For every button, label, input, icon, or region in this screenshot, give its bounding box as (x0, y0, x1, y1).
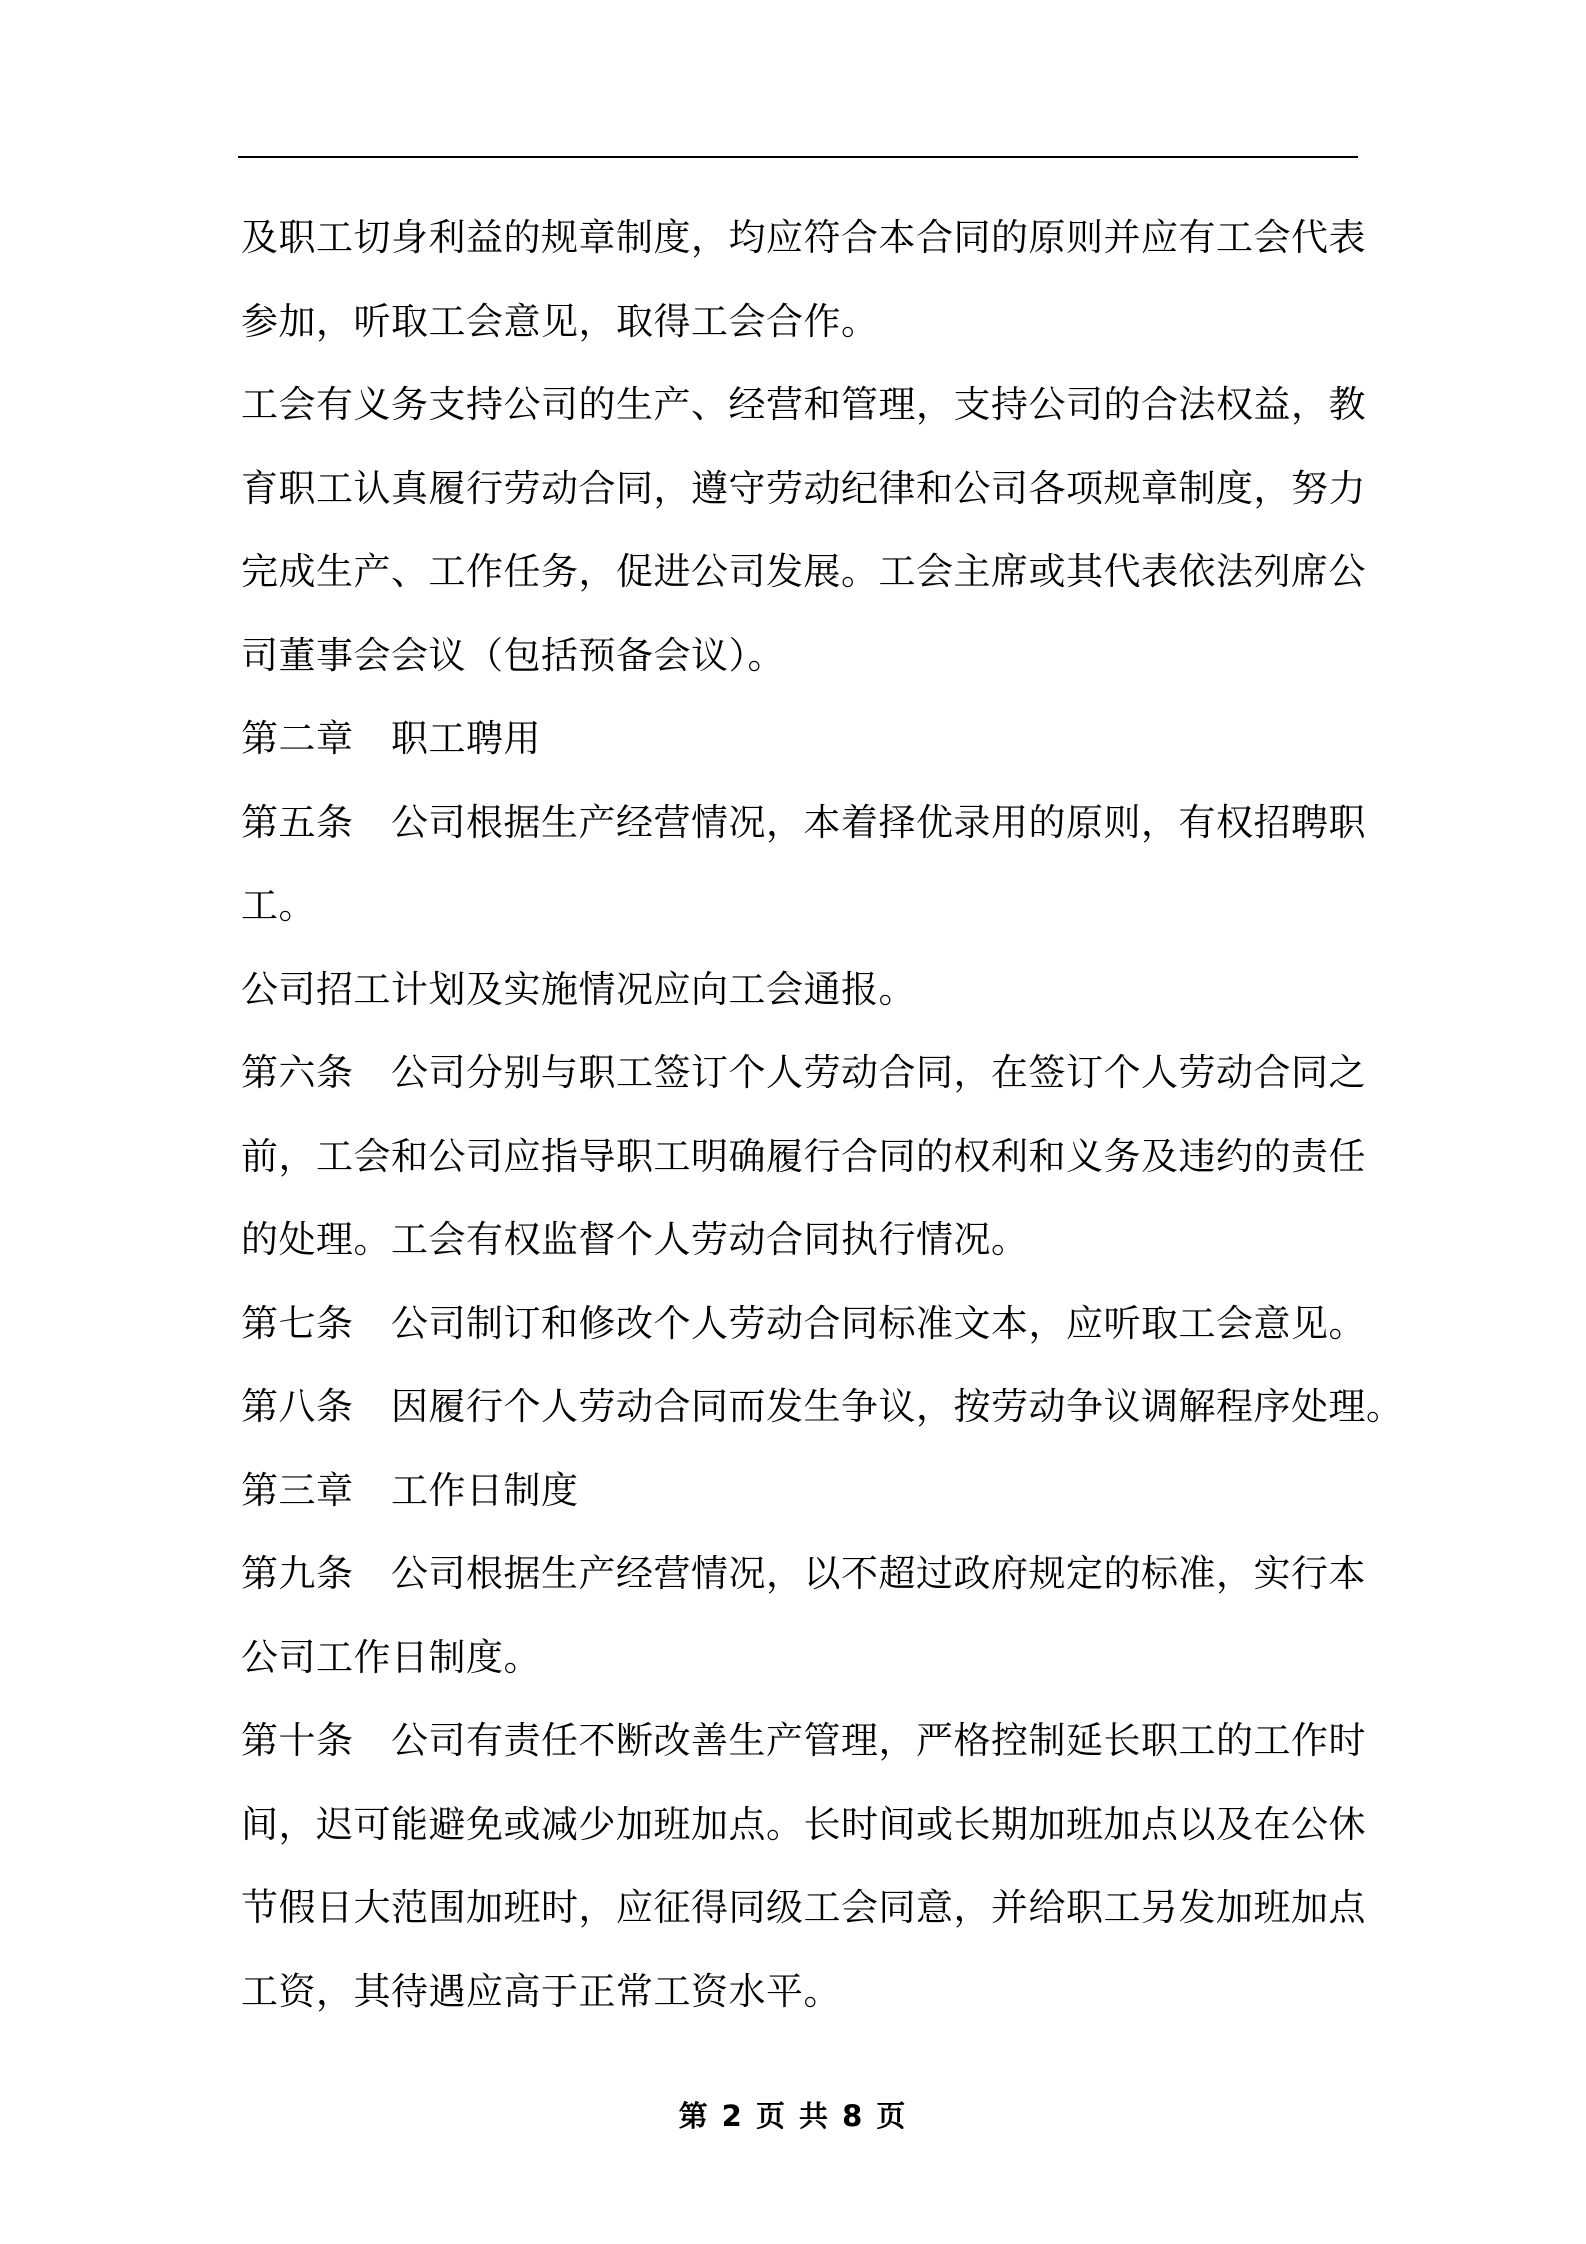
chapter-heading: 第二章 职工聘用 (241, 717, 541, 760)
text-line: 公司工作日制度。 (241, 1635, 541, 1679)
document-body (241, 196, 1404, 2033)
text-line: 第八条 因履行个人劳动合同而发生争议，按劳动争议调解程序处理。 (241, 1385, 1404, 1428)
text-line: 第五条 公司根据生产经营情况，本着择优录用的原则，有权招聘职 (241, 800, 1366, 844)
text-line: 第七条 公司制订和修改个人劳动合同标准文本，应听取工会意见。 (241, 1301, 1366, 1345)
text-line: 公司招工计划及实施情况应向工会通报。 (241, 967, 916, 1011)
text-line: 育职工认真履行劳动合同，遵守劳动纪律和公司各项规章制度，努力 (241, 466, 1366, 510)
text-line: 第九条 公司根据生产经营情况，以不超过政府规定的标准，实行本 (241, 1552, 1366, 1595)
text-line: 工。 (241, 884, 316, 927)
text-line: 工资，其待遇应高于正常工资水平。 (241, 1969, 841, 2013)
chapter-heading: 第三章 工作日制度 (241, 1468, 579, 1512)
text-line: 间，迟可能避免或减少加班加点。长时间或长期加班加点以及在公休 (241, 1802, 1366, 1846)
text-line: 工会有义务支持公司的生产、经营和管理，支持公司的合法权益，教 (241, 383, 1366, 426)
text-line: 的处理。工会有权监督个人劳动合同执行情况。 (241, 1218, 1029, 1261)
text-line: 参加，听取工会意见，取得工会合作。 (241, 299, 879, 343)
text-line: 完成生产、工作任务，促进公司发展。工会主席或其代表依法列席公 (241, 550, 1366, 593)
text-line: 司董事会会议（包括预备会议）。 (241, 633, 785, 677)
text-line: 前，工会和公司应指导职工明确履行合同的权利和义务及违约的责任 (241, 1134, 1366, 1178)
text-line: 及职工切身利益的规章制度，均应符合本合同的原则并应有工会代表 (241, 216, 1366, 259)
page-number-footer: 第 2 页 共 8 页 (678, 2099, 908, 2133)
text-line: 第六条 公司分别与职工签订个人劳动合同，在签订个人劳动合同之 (241, 1051, 1366, 1094)
text-line: 第十条 公司有责任不断改善生产管理，严格控制延长职工的工作时 (241, 1719, 1366, 1762)
header-rule (238, 156, 1358, 158)
text-line: 节假日大范围加班时，应征得同级工会同意，并给职工另发加班加点 (241, 1886, 1366, 1929)
